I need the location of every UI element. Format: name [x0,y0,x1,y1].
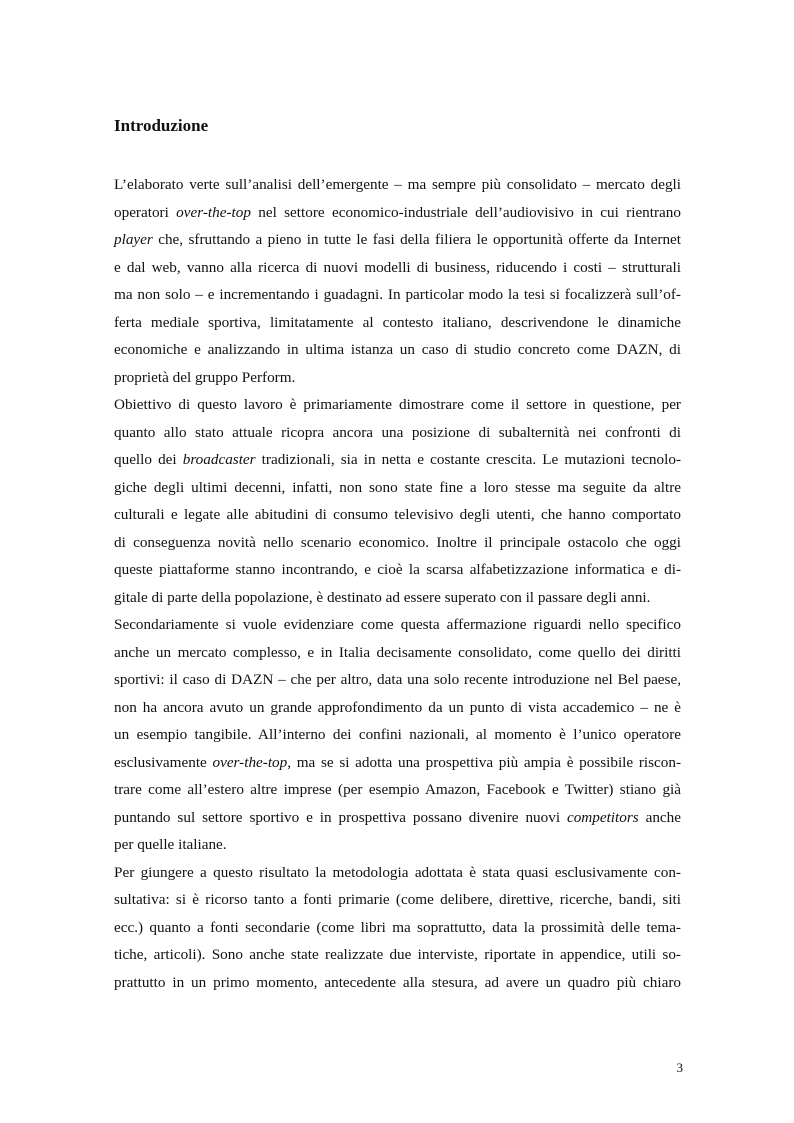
text-segment: operatori [114,203,177,221]
text-segment: per quelle italiane. [114,836,227,853]
text-segment: ma non solo – e incrementando i guadagni. In particolar modo la tesi si focalizzerà sull’of- [114,286,681,303]
text-segment: giche degli ultimi decenni, infatti, non sono state fine a loro stesse ma seguite da altre [114,478,681,496]
text-line [114,419,681,447]
text-line [114,226,681,254]
text-segment: e dal web, vanno alla ricerca di nuovi modelli di business, riducendo i costi – strutturali [114,258,681,276]
text-segment: queste piattaforme stanno incontrando, e cioè la scarsa alfabetizzazione informatica e di- [114,561,681,578]
page-number: 3 [676,1060,683,1075]
text-line [114,941,681,969]
text-line [114,694,681,722]
paragraph [114,391,681,611]
text-line [114,254,681,282]
italic-term: over-the-top [212,753,288,771]
text-segment: trare come all’estero altre imprese (per esempio Amazon, Facebook e Twitter) stiano già [114,781,681,798]
text-segment: L’elaborato verte sull’analisi dell’emergente – ma sempre più consolidato – mercato degli [114,176,681,193]
paragraph [114,859,681,997]
text-line [114,749,681,777]
text-segment: Secondariamente si vuole evidenziare come questa affermazione riguardi nello specifico [114,616,681,633]
text-segment: un esempio tangibile. All’interno dei confini nazionali, al momento è l’unico operatore [114,726,681,743]
text-segment: non ha ancora avuto un grande approfondimento da un punto di vista accademico – ne è [114,698,681,716]
text-line [114,501,681,529]
text-line [114,914,681,942]
italic-term: broadcaster [182,451,256,468]
text-segment: ecc.) quanto a fonti secondarie (come libri ma soprattutto, data la prossimità delle tema- [114,918,681,936]
paragraph [114,171,681,391]
text-line [114,556,681,584]
text-line [114,639,681,667]
text-line [114,831,681,859]
page-title: Introduzione [114,116,209,135]
text-line [114,859,681,887]
text-line [114,804,681,832]
text-line [114,391,681,419]
text-line [114,969,681,997]
text-segment: che, sfruttando a pieno in tutte le fasi della filiera le opportunità offerte da Internet [152,231,681,248]
text-line [114,721,681,749]
text-line [114,611,681,639]
italic-term: player [114,231,153,248]
text-segment: puntando sul settore sportivo e in prospettiva possano divenire nuovi [114,808,567,826]
text-segment: quanto allo stato attuale ricopra ancora una posizione di subalternità nei confronti di [114,423,681,441]
text-line [114,199,681,227]
text-line [114,309,681,337]
text-line [114,336,681,364]
text-segment: esclusivamente [114,753,213,771]
text-line [114,281,681,309]
text-line [114,474,681,502]
text-segment: , ma se si adotta una prospettiva più ampia è possibile riscon- [287,753,681,771]
text-segment: Per giungere a questo risultato la metodologia adottata è stata quasi esclusivamente con- [114,863,681,881]
body-text [114,171,681,996]
text-segment: gitale di parte della popolazione, è destinato ad essere superato con il passare degli anni. [114,588,651,606]
text-segment: culturali e legate alle abitudini di consumo televisivo degli utenti, che hanno comportato [114,506,681,523]
text-line [114,584,681,612]
text-segment: economiche e analizzando in ultima istanza un caso di studio concreto come DAZN, di [114,341,681,358]
text-line [114,446,681,474]
text-segment: proprietà del gruppo Perform. [114,368,296,386]
text-segment: tiche, articoli). Sono anche state realizzate due interviste, riportate in appendice, utili so- [114,946,681,963]
text-segment: anche un mercato complesso, e in Italia decisamente consolidato, come quello dei diritti [114,643,681,661]
italic-term: over-the-top [176,203,251,221]
paragraph [114,611,681,859]
text-segment: di conseguenza novità nello scenario economico. Inoltre il principale ostacolo che oggi [114,533,681,551]
text-line [114,529,681,557]
text-line [114,171,681,199]
text-segment: ferta mediale sportiva, limitatamente al contesto italiano, descrivendone le dinamiche [114,313,681,331]
text-line [114,886,681,914]
text-segment: nel settore economico-industriale dell’audiovisivo in cui rientrano [250,203,681,221]
text-line [114,666,681,694]
text-line [114,776,681,804]
text-segment: tradizionali, sia in netta e costante crescita. Le mutazioni tecnolo- [255,451,681,468]
italic-term: competitors [566,808,639,826]
text-segment: sportivi: il caso di DAZN – che per altro, data una solo recente introduzione nel Bel paese, [114,671,681,688]
text-segment: quello dei [114,451,183,468]
text-segment: anche [638,808,681,826]
text-segment: Obiettivo di questo lavoro è primariamente dimostrare come il settore in questione, per [114,396,681,413]
text-line [114,364,681,392]
text-segment: sultativa: si è ricorso tanto a fonti primarie (come delibere, direttive, ricerche, bandi, siti [114,891,681,908]
text-segment: prattutto in un primo momento, antecedente alla stesura, ad avere un quadro più chiaro [114,973,681,991]
